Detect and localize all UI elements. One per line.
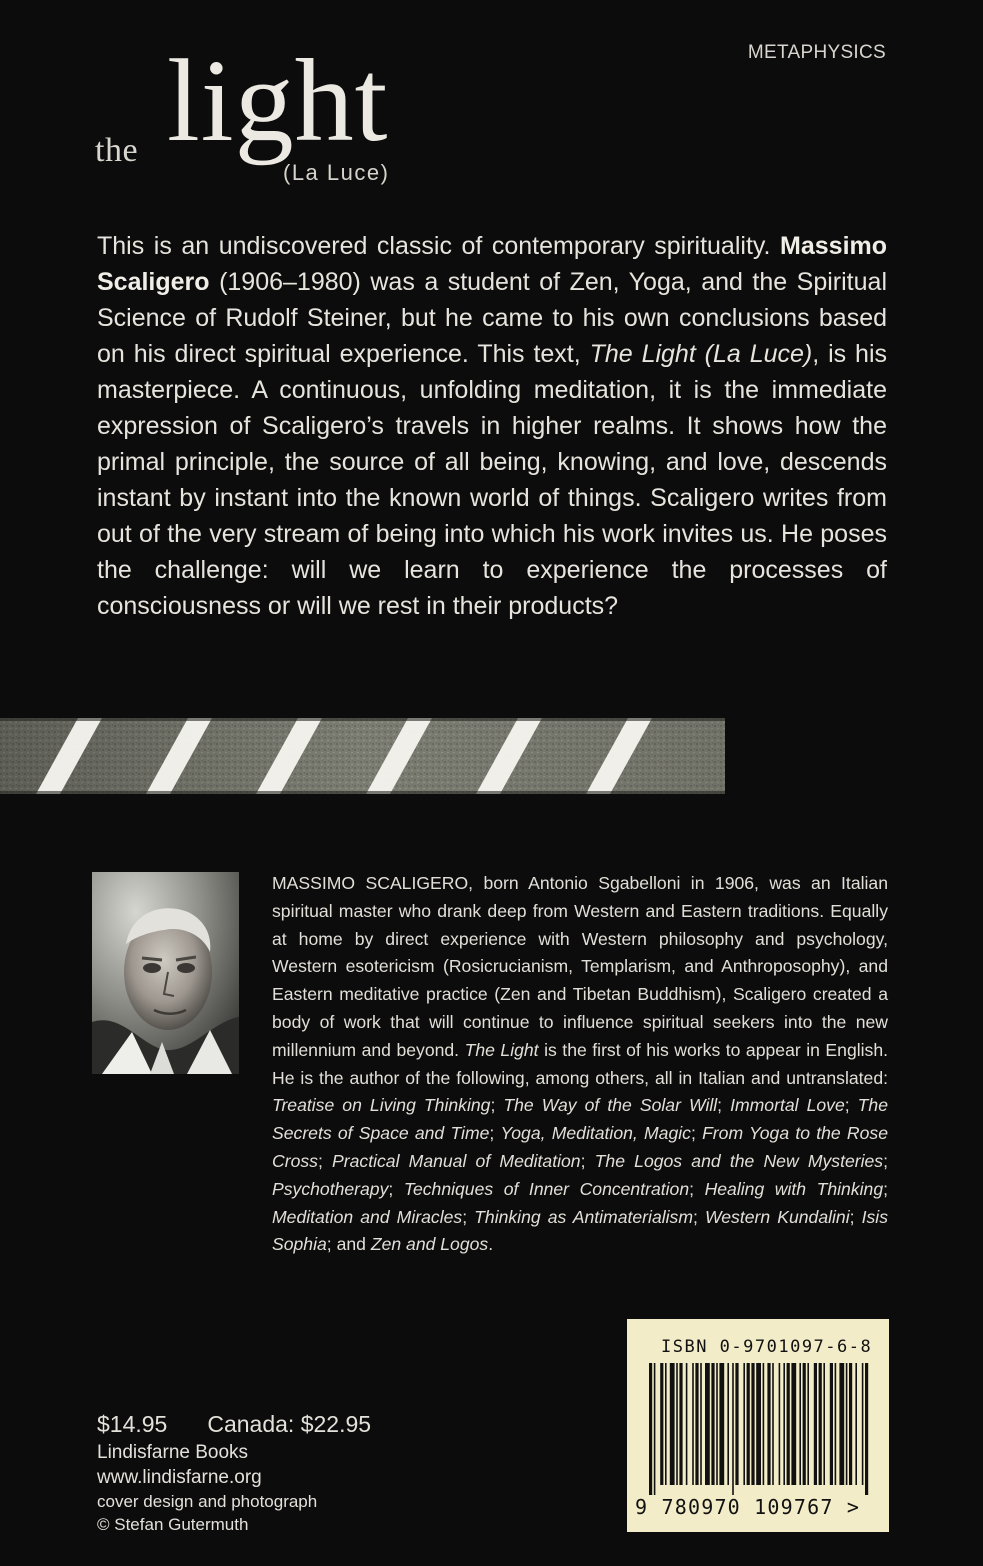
blurb-paragraph — [97, 228, 887, 624]
title-main: light — [167, 35, 389, 166]
bio-book-title: The Light — [464, 1039, 539, 1060]
barcode-icon — [639, 1363, 877, 1497]
work-title: Isis Sophia — [272, 1206, 888, 1255]
isbn-number: ISBN 0-9701097-6-8 — [661, 1337, 873, 1357]
us-price: $14.95 — [97, 1411, 168, 1437]
work-title: From Yoga to the Rose Cross — [272, 1123, 888, 1171]
price-publisher-block — [97, 1408, 457, 1536]
work-title: Zen and Logos — [370, 1234, 489, 1255]
work-title: The Logos and the New Mysteries — [594, 1150, 884, 1171]
work-title: Immortal Love — [730, 1095, 845, 1116]
genre-label: METAPHYSICS — [747, 42, 886, 63]
author-portrait-graphic — [92, 872, 239, 1074]
bio-conjunction: and — [336, 1234, 366, 1255]
blurb-author-name: Massimo Scaligero — [97, 232, 888, 296]
blurb-text-end: , is his masterpiece. A continuous, unfolding meditation, it is the immediate expression of Scaligero’s travels in higher realms. It shows how the primal principle, the source of all being, knowing, and love, descends instant by instant into the known world of things. Scaligero writes from out of the very stream of being into which his work invites us. He poses the challenge: will we learn to experience the processes of consciousness or will we rest in their products? — [97, 340, 887, 620]
work-title: Yoga, Meditation, Magic — [500, 1123, 691, 1144]
publisher-website: www.lindisfarne.org — [97, 1467, 262, 1488]
publisher-name: Lindisfarne Books — [97, 1442, 249, 1463]
blurb-text-start: This is an undiscovered classic of contemporary spirituality. — [97, 232, 771, 260]
blurb-book-title: The Light (La Luce) — [589, 340, 813, 368]
bio-end-punct: . — [488, 1234, 494, 1255]
light-stripes-photo — [0, 718, 725, 794]
price-line — [97, 1408, 457, 1440]
canada-price: Canada: $22.95 — [207, 1411, 372, 1437]
work-title: Healing with Thinking — [704, 1178, 884, 1199]
work-title: Thinking as Antimaterialism — [474, 1206, 693, 1227]
barcode-digits: 9 780970 109767 > — [635, 1495, 861, 1519]
cover-credit-line2: © Stefan Gutermuth — [97, 1515, 249, 1534]
bio-text-2: is the first of his works to appear in English. He is the author of the following, among others, all in Italian and untranslated: — [272, 1039, 889, 1088]
work-title: Western Kundalini — [704, 1206, 850, 1227]
book-title — [95, 35, 425, 190]
author-bio: MASSIMO SCALIGERO, born Antonio Sgabelloni in 1906, was an Italian spiritual master who drank deep from Western and Eastern traditions. Equally at home by direct experience with Western philosophy and psychology, Western esotericism (Rosicrucianism, Templarism, and Anthroposophy), and Eastern meditative practice (Zen and Tibetan Buddhism), Scaligero created a body of work that will continue to influence spiritual seekers into the new millennium and beyond. The Light is the first of his works to appear in English. He is the author of the following, among others, all in Italian and untranslated: Treatise on Living Thinking; The Way of the Solar Will; Immortal Love; The Secrets of Space and Time; Yoga, Meditation, Magic; From Yoga to the Rose Cross; Practical Manual of Meditation; The Logos and the New Mysteries; Psychotherapy; Techniques of Inner Concentration; Healing with Thinking; Meditation and Miracles; Thinking as Antimaterialism; Western Kundalini; Isis Sophia; and Zen and Logos. — [272, 873, 889, 1255]
work-title: The Secrets of Space and Time — [272, 1095, 888, 1144]
work-title: Treatise on Living Thinking — [272, 1095, 491, 1116]
author-photo — [92, 872, 239, 1074]
work-title: Psychotherapy — [272, 1178, 389, 1199]
blurb-text-mid: (1906–1980) was a student of Zen, Yoga, and the Spiritual Science of Rudolf Steiner, but he came to his own conclusions based on his direct spiritual experience. This text, — [97, 268, 887, 368]
work-title: Practical Manual of Meditation — [332, 1150, 581, 1171]
barcode-label — [627, 1319, 889, 1532]
title-article: the — [95, 132, 139, 169]
work-title: Techniques of Inner Concentration — [403, 1178, 690, 1199]
cover-credit-line1: cover design and photograph — [97, 1492, 318, 1511]
bio-text-1: MASSIMO SCALIGERO, born Antonio Sgabelloni in 1906, was an Italian spiritual master who drank deep from Western and Eastern traditions. Equally at home by direct experience with Western philosophy and psychology, Western esotericism (Rosicrucianism, Templarism, and Anthroposophy), and Eastern meditative practice (Zen and Tibetan Buddhism), Scaligero created a body of work that will continue to influence spiritual seekers into the new millennium and beyond. — [272, 873, 888, 1060]
work-title: The Way of the Solar Will — [503, 1095, 718, 1116]
stripes-graphic — [0, 718, 725, 794]
title-subtitle: (La Luce) — [283, 160, 390, 185]
work-title: Meditation and Miracles — [272, 1206, 463, 1227]
